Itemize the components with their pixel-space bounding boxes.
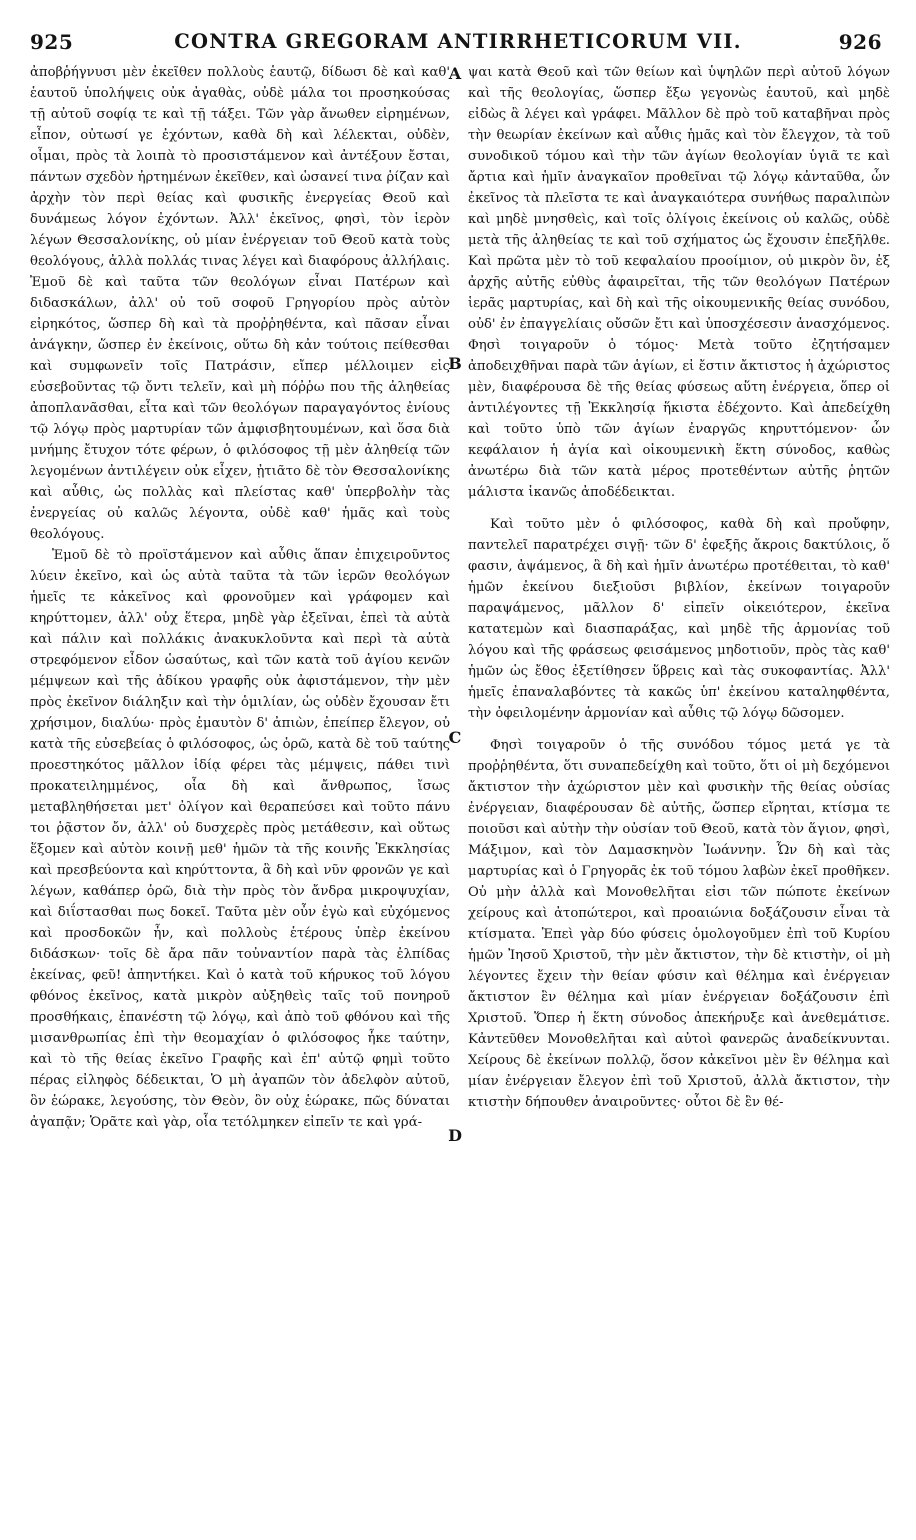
right-paragraph-1: ψαι κατὰ Θεοῦ καὶ τῶν θείων καὶ ὑψηλῶν περὶ αὐτοῦ λόγων καὶ τῆς θεολογίας, ὥσπερ ἔξω γεγονὼς ἑαυτοῦ, καὶ μηδὲ εἰδὼς ἃ λέγει καὶ γράφει. Μᾶλλον δὲ πρὸ τοῦ καταβῆναι πρὸς τὴν θεωρίαν ἐκείνων καὶ αὖθις ἡμᾶς καὶ τὸν ἔλεγχον, τὰ τοῦ συνοδικοῦ τόμου καὶ τὴν τῶν ἁγίων θεολογίαν ὑγιᾶ τε καὶ ἄρτια καὶ ἡμῖν ἀναγκαῖον προθεῖναι τῷ λόγῳ κἀνταῦθα, ὧν ἐκεῖνος τὰ πλεῖστα τε καὶ ἀναγκαιότερα συνήθως παραλιπὼν καὶ μηδὲ μνησθεὶς, καὶ τοῖς ὀλίγοις ἐκείνοις οὐ καλῶς, οὐδὲ μετὰ τῆς ἀληθείας τε καὶ τοῦ σχήματος ὡς ἔχουσιν ἐπεξῆλθε. Καὶ πρῶτα μὲν τὸ τοῦ κεφαλαίου προοίμιον, οὐ μικρὸν ὂν, ἐξ ἀρχῆς αὐτῆς εὐθὺς ἀφαιρεῖται, τῆς τῶν θεολόγων Πατέρων ἱερᾶς μαρτυρίας, καὶ δὴ καὶ τῆς οἰκουμενικῆς θείας συνόδου, οὐδ' ἐν ἐπαγγελίαις οὔσῶν ἔτι καὶ ὑποσχέσεσιν ἀνασχόμενος. Φησὶ τοιγαροῦν ὁ τόμος· Μετὰ τοῦτο ἐζητήσαμεν ἀποδειχθῆναι παρὰ τῶν ἁγίων, εἰ ἔστιν ἄκτιστος ἡ ἀχώριστος μὲν, διαφέρουσα δὲ τῆς θείας φύσεως αὕτη ἐνέργεια, ὅπερ οἱ ἀντιλέγοντες τῇ Ἐκκλησίᾳ ἥκιστα ἐδέχοντο. Καὶ ἀπεδείχθη καὶ τοῦτο ὑπὸ τῶν ἁγίων ἐναργῶς κηρυττόμενον· ὧν κεφάλαιον ἡ ἁγία καὶ οἰκουμενικὴ ἕκτη σύνοδος, καθὼς ἀνωτέρω διὰ τῶν κατὰ μέρος προτεθέντων αὐτῆς ῥητῶν μάλιστα ἱκανῶς ἀποδέδεικται. — [468, 65, 890, 500]
left-paragraph-1: ἀποβῥήγνυσι μὲν ἐκεῖθεν πολλοὺς ἑαυτῷ, δίδωσι δὲ καὶ καθ' ἑαυτοῦ ὑπολήψεις οὐκ ἀγαθὰς, οὐδὲ μάλα τοι προσηκούσας τῇ αὐτοῦ σοφίᾳ τε καὶ τῇ τάξει. Τῶν γὰρ ἄνωθεν εἰρημένων, εἶπον, οὐτωσί γε ἐχόντων, καθὰ δὴ καὶ λέλεκται, οὐδὲν, οἶμαι, πρὸς τὰ λοιπὰ τὸ προσιστάμενον καὶ ἀντέξουν ἔσται, πάντων σχεδὸν ἠρτημένων ἐκεῖθεν, καὶ ὡσανεί τινα ῥίζαν καὶ ἀρχὴν τὸν περὶ θείας καὶ φυσικῆς ἐνεργείας Θεοῦ καὶ δυνάμεως λόγον ἐχόντων. Ἀλλ' ἐκεῖνος, φησὶ, τὸν ἱερὸν λέγων Θεσσαλονίκης, οὐ μίαν ἐνέργειαν τοῦ Θεοῦ κατὰ τοὺς θεολόγους, ἀλλὰ πολλάς τινας λέγει καὶ διαφόρους ἀλλήλαις. Ἐμοῦ δὲ καὶ ταῦτα τῶν θεολόγων εἶναι Πατέρων καὶ διδασκάλων, ἀλλ' οὐ τοῦ σοφοῦ Γρηγορίου πρὸς αὐτὸν εἰρηκότος, ὥσπερ δὴ καὶ τὰ προῤῥηθέντα, καὶ πᾶσαν εἶναι ἀνάγκην, ὥσπερ ἐν ἐκείνοις, οὕτω δὴ κἀν τούτοις πείθεσθαι καὶ συμφωνεῖν τοῖς Πατράσιν, εἴπερ μέλλοιμεν εἰς εὐσεβοῦντας τῷ ὄντι τελεῖν, καὶ μὴ πόῤῥω που τῆς ἀληθείας ἀποπλανᾶσθαι, εἶτα καὶ τῶν θεολόγων παραγαγόντος ἐνίους τῷ λόγῳ πρὸς μαρτυρίαν τῶν ἀμφισβητουμένων, καὶ ὅσα διὰ μνήμης ἔτυχον τότε φέρων, ὁ φιλόσοφος τῇ μὲν ἀληθείᾳ τῶν λεγομένων ἀντιλέγειν οὐκ εἶχεν, ᾐτιᾶτο δὲ τὸν Θεσσαλονίκης καὶ αὖθις, ὡς πολλὰς καὶ πλείστας καθ' ὑπερβολὴν τὰς ἐνεργείας οὐ καλῶς λέγοντα, οὐδὲ καθ' ἡμᾶς καὶ τοὺς θεολόγους. — [30, 65, 450, 542]
running-title: CONTRA GREGORAM ANTIRRHETICORUM VII. — [174, 30, 742, 53]
left-column — [30, 62, 450, 1133]
page-header — [0, 22, 916, 58]
right-paragraph-3: Φησὶ τοιγαροῦν ὁ τῆς συνόδου τόμος μετά γε τὰ προῤῥηθέντα, ὅτι συναπεδείχθη καὶ τοῦτο, ὅτι οἱ μὴ δεχόμενοι ἄκτιστον τὴν ἀχώριστον μὲν καὶ φυσικὴν τῆς θείας οὐσίας ἐνέργειαν, διαφέρουσαν δὲ αὐτῆς, ὥσπερ εἴρηται, κτίσμα τε ποιοῦσι καὶ αὐτὴν τὴν οὐσίαν τοῦ Θεοῦ, κατὰ τὸν ἅγιον, φησὶ, Μάξιμον, καὶ τὸν Δαμασκηνὸν Ἰωάννην. Ὧν δὴ καὶ τὰς μαρτυρίας καὶ ὁ Γρηγορᾶς ἐκ τοῦ τόμου λαβὼν ἐκεῖ προθῆκεν. Οὐ μὴν ἀλλὰ καὶ Μονοθελῆται εἰσι τῶν πώποτε ἐκείνων χείρους καὶ ἀτοπώτεροι, καὶ προαιώνια δοξάζουσιν εἶναι τὰ κτίσματα. Ἐπεὶ γὰρ δύο φύσεις ὁμολογοῦμεν ἐπὶ τοῦ Κυρίου ἡμῶν Ἰησοῦ Χριστοῦ, τὴν μὲν ἄκτιστον, τὴν δὲ κτιστὴν, οἱ μὴ λέγοντες ἔχειν τὴν θείαν φύσιν καὶ θέλημα καὶ ἐνέργειαν ἄκτιστον ἓν θέλημα καὶ μίαν ἐνέργειαν δοξάζουσιν ἐπὶ Χριστοῦ. Ὅπερ ἡ ἕκτη σύνοδος ἀπεκήρυξε καὶ ἀνεθεμάτισε. Κἀντεῦθεν Μονοθελῆται καὶ αὐτοὶ φανερῶς ἀναδείκνυνται. Χείρους δὲ ἐκείνων πολλῷ, ὅσον κἀκεῖνοι μὲν ἓν θέλημα καὶ μίαν ἐνέργειαν ἔλεγον ἐπὶ τοῦ Χριστοῦ, ἀλλὰ ἄκτιστον, τὴν κτιστὴν δήπουθεν ἀναιροῦντες· οὗτοι δὲ ἓν θέ- — [468, 738, 890, 1110]
margin-letter-c: C — [448, 728, 462, 747]
page-number-right: 926 — [838, 30, 882, 54]
left-paragraph-2: Ἐμοῦ δὲ τὸ προϊστάμενον καὶ αὖθις ἅπαν ἐπιχειροῦντος λύειν ἐκεῖνο, καὶ ὡς αὐτὰ ταῦτα τὰ τῶν ἱερῶν θεολόγων ἡμεῖς τε κἀκεῖνος καὶ φρονοῦμεν καὶ γράφομεν καὶ κηρύττομεν, ἀλλ' οὐχ ἕτερα, μηδὲ γὰρ ἐξεῖναι, ἐπεὶ τὰ αὐτὰ καὶ πάλιν καὶ πολλάκις ἀνακυκλοῦντα καὶ περὶ τὰ αὐτὰ στρεφόμενον εἶδον ὡσαύτως, καὶ τῶν κατὰ τοῦ ἁγίου κενῶν μέμψεων καὶ τῆς ἀδίκου γραφῆς οὐκ ἀφιστάμενον, τὴν μὲν πρὸς ἐκεῖνον διάληξιν καὶ τὴν ὁμιλίαν, ὡς οὐδὲν ἔχουσαν ἔτι χρήσιμον, διαλύω· πρὸς ἐμαυτὸν δ' ἀπιὼν, ἐπείπερ ἔλεγον, οὐ κατὰ τῆς εὐσεβείας ὁ φιλόσοφος, ὡς ὁρῶ, κατὰ δὲ τοῦ ταύτης προεστηκότος μᾶλλον ἰδίᾳ φέρει τὰς μέμψεις, πάθει τινὶ προκατειλημμένος, οἷα δὴ καὶ ἄνθρωπος, ἴσως μεταβληθήσεται μετ' ὀλίγον καὶ θεραπεύσει καὶ τοῦτο πάνυ τοι ῥᾷστον ὄν, ἀλλ' οὐ δυσχερὲς πρὸς μετάθεσιν, καὶ οὕτως ἕξομεν καὶ αὐτὸν κοινῇ μεθ' ἡμῶν τὰ τῆς κοινῆς Ἐκκλησίας καὶ πρεσβεύοντα καὶ κηρύττοντα, ἃ δὴ καὶ νῦν φρονῶν γε καὶ λέγων, καθάπερ ὁρῶ, διὰ τὴν πρὸς τὸν ἄνδρα μικροψυχίαν, καὶ διΐστασθαι πως δοκεῖ. Ταῦτα μὲν οὖν ἐγὼ καὶ εὐχόμενος καὶ προσδοκῶν ἦν, καὶ πολλοὺς ἑτέρους ὑπὲρ ἐκείνου διδάσκων· τοῖς δὲ ἄρα πᾶν τοὐναντίον παρὰ τὰς ἐλπίδας ἐκείνας, φεῦ! ἀπηντήκει. Καὶ ὁ κατὰ τοῦ κήρυκος τοῦ λόγου φθόνος ἐκεῖνος, κατὰ μικρὸν αὐξηθεὶς ταῖς τοῦ πονηροῦ προσθήκαις, ἐπανέστη τῷ λόγῳ, καὶ ἀπὸ τοῦ φθόνου καὶ τῆς μισανθρωπίας ἐπὶ τὴν θεομαχίαν ὁ φιλόσοφος ἧκε ταύτην, καὶ τὸ τῆς θείας ἐκεῖνο Γραφῆς καὶ ἐπ' αὐτῷ φημὶ τοῦτο πέρας εἰληφὸς δέδεικται, Ὁ μὴ ἀγαπῶν τὸν ἀδελφὸν αὐτοῦ, ὃν ἑώρακε, λεγούσης, τὸν Θεὸν, ὃν οὐχ ἑώρακε, πῶς δύναται ἀγαπᾷν; Ὁρᾶτε καὶ γὰρ, οἷα τετόλμηκεν εἰπεῖν τε καὶ γρά- — [30, 548, 450, 1130]
margin-letter-d: D — [448, 1126, 462, 1145]
right-column — [468, 62, 890, 1113]
page-number-left: 925 — [30, 30, 74, 54]
margin-letter-b: B — [448, 354, 462, 373]
margin-letter-a: A — [448, 64, 462, 83]
right-paragraph-2: Καὶ τοῦτο μὲν ὁ φιλόσοφος, καθὰ δὴ καὶ προὔφην, παντελεῖ παρατρέχει σιγῇ· τῶν δ' ἐφεξῆς ἄκροις δακτύλοις, ὅ φασιν, ἀψάμενος, ἃ δὴ καὶ ἡμῖν ἀνωτέρω προτέθειται, τὸ καθ' ἡμῶν ἐκείνου διεξιοῦσι βιβλίον, ἐκείνων τοιγαροῦν παραψάμενος, μᾶλλον δ' εἰπεῖν οἰκειότερον, ἐκεῖνα κατατεμὼν καὶ διασπαράξας, καὶ μηδὲ τῆς ἁρμονίας τοῦ λόγου καὶ τῆς φράσεως φεισάμενος μηδοτιοῦν, πρὸς τὰς καθ' ἡμῶν ὡς ἔθος ἐξετίθησεν ὕβρεις καὶ τὰς συκοφαντίας. Ἀλλ' ἡμεῖς ἐπαναλαβόντες τὰ κακῶς ὑπ' ἐκείνου καταληφθέντα, τὴν ὀφειλομένην ἁρμονίαν καὶ αὖθις τῷ λόγῳ δῶσομεν. — [468, 517, 890, 721]
